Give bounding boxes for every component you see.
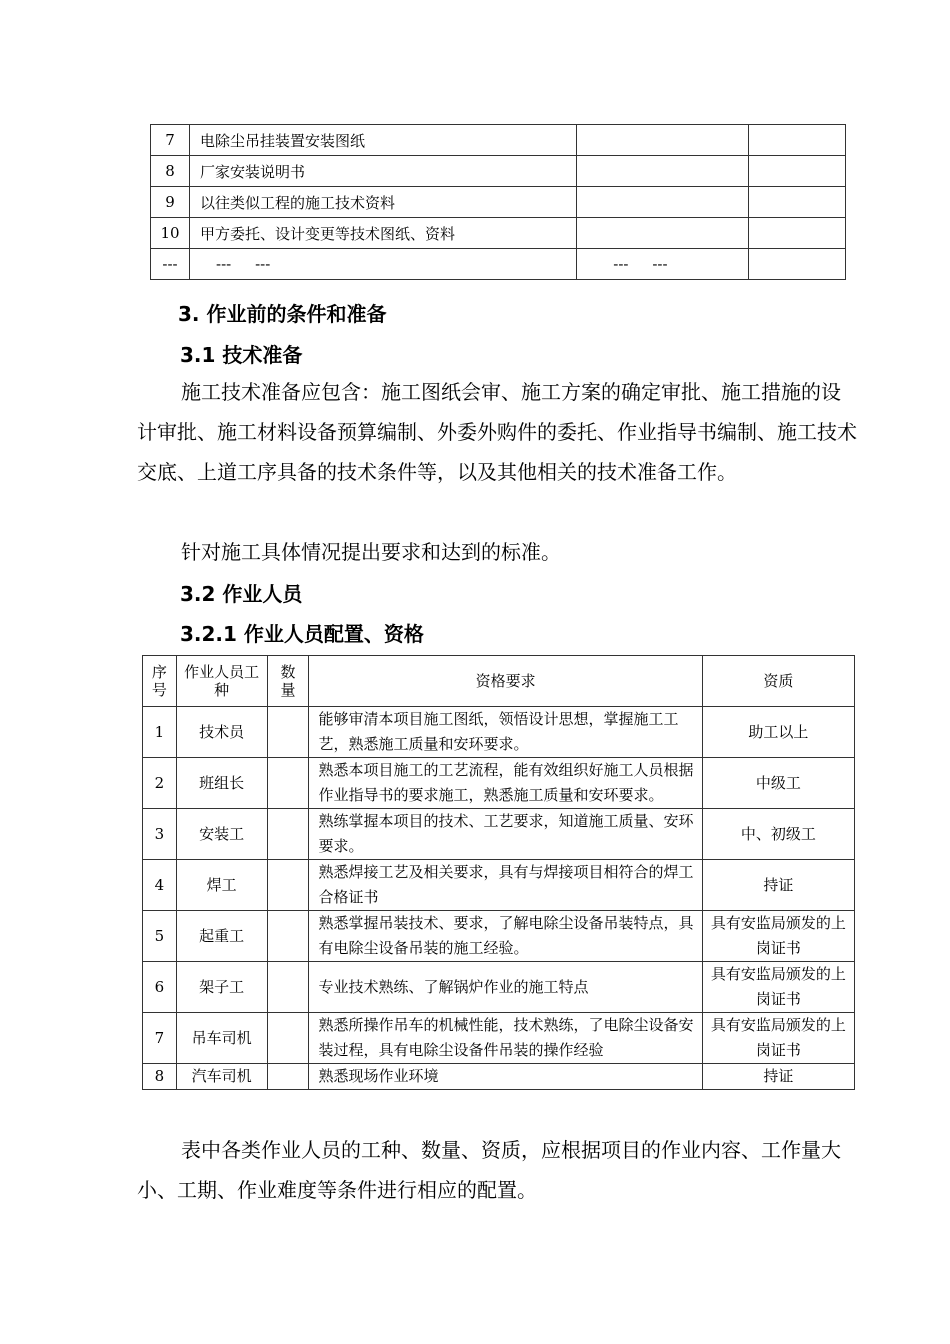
empty-cell — [748, 156, 845, 187]
quantity-cell — [267, 962, 309, 1013]
requirement-cell: 能够审清本项目施工图纸，领悟设计思想，掌握施工工艺，熟悉施工质量和安环要求。 — [309, 707, 702, 758]
table-row — [151, 218, 846, 249]
tech-prep-text: 施工技术准备应包含：施工图纸会审、施工方案的确定审批、施工措施的设计审批、施工材料设备预算编制、外委外购件的委托、作业指导书编制、施工技术交底、上道工序具备的技术条件等，以及其他相关的技术准备工作。 — [137, 380, 857, 484]
header-quantity: 数量 — [267, 656, 309, 707]
empty-cell — [577, 187, 749, 218]
document-name: --- --- — [190, 249, 577, 280]
header-requirement: 资格要求 — [309, 656, 702, 707]
requirement-cell: 熟悉掌握吊装技术、要求，了解电除尘设备吊装特点，具有电除尘设备吊装的施工经验。 — [309, 911, 702, 962]
closing-text: 表中各类作业人员的工种、数量、资质，应根据项目的作业内容、工作量大小、工期、作业难度等条件进行相应的配置。 — [137, 1138, 841, 1202]
qualification-cell: 具有安监局颁发的上岗证书 — [702, 911, 854, 962]
standards-paragraph — [137, 532, 859, 572]
row-number: 8 — [143, 1064, 177, 1090]
row-number: 4 — [143, 860, 177, 911]
role-cell: 焊工 — [176, 860, 267, 911]
empty-cell — [577, 218, 749, 249]
row-number: --- — [151, 249, 190, 280]
qualification-cell: 持证 — [702, 1064, 854, 1090]
empty-cell — [577, 125, 749, 156]
qualification-cell: 持证 — [702, 860, 854, 911]
qualification-cell: 具有安监局颁发的上岗证书 — [702, 962, 854, 1013]
header-role: 作业人员工种 — [176, 656, 267, 707]
document-name: 厂家安装说明书 — [190, 156, 577, 187]
row-number: 7 — [143, 1013, 177, 1064]
qualification-cell: 中、初级工 — [702, 809, 854, 860]
row-number: 3 — [143, 809, 177, 860]
role-cell: 架子工 — [176, 962, 267, 1013]
role-cell: 汽车司机 — [176, 1064, 267, 1090]
table-row — [143, 809, 855, 860]
requirement-cell: 熟悉所操作吊车的机械性能，技术熟练，了电除尘设备安装过程，具有电除尘设备件吊装的操作经验 — [309, 1013, 702, 1064]
tech-prep-paragraph — [137, 372, 859, 492]
role-cell: 起重工 — [176, 911, 267, 962]
qualification-cell: 中级工 — [702, 758, 854, 809]
role-cell: 吊车司机 — [176, 1013, 267, 1064]
empty-cell — [748, 249, 845, 280]
role-cell: 安装工 — [176, 809, 267, 860]
quantity-cell — [267, 911, 309, 962]
standards-text: 针对施工具体情况提出要求和达到的标准。 — [181, 540, 561, 564]
role-cell: 技术员 — [176, 707, 267, 758]
header-qualification: 资质 — [702, 656, 854, 707]
row-number: 7 — [151, 125, 190, 156]
section-3-2-heading: 3.2 作业人员 — [180, 582, 303, 606]
table-row — [143, 1064, 855, 1090]
row-number: 1 — [143, 707, 177, 758]
table-row — [143, 962, 855, 1013]
section-3-heading: 3. 作业前的条件和准备 — [178, 302, 387, 326]
table-row — [151, 187, 846, 218]
quantity-cell — [267, 1064, 309, 1090]
empty-cell — [748, 187, 845, 218]
table-row — [151, 156, 846, 187]
reference-documents-table — [150, 124, 846, 280]
row-number: 5 — [143, 911, 177, 962]
document-name: 以往类似工程的施工技术资料 — [190, 187, 577, 218]
row-number: 9 — [151, 187, 190, 218]
row-number: 8 — [151, 156, 190, 187]
row-number: 2 — [143, 758, 177, 809]
qualification-cell: 具有安监局颁发的上岗证书 — [702, 1013, 854, 1064]
requirement-cell: 熟悉现场作业环境 — [309, 1064, 702, 1090]
row-number: 10 — [151, 218, 190, 249]
role-cell: 班组长 — [176, 758, 267, 809]
quantity-cell — [267, 758, 309, 809]
empty-cell — [577, 156, 749, 187]
row-number: 6 — [143, 962, 177, 1013]
empty-cell — [748, 218, 845, 249]
qualification-cell: 助工以上 — [702, 707, 854, 758]
table-row — [143, 911, 855, 962]
staff-qualification-table — [142, 655, 855, 1090]
quantity-cell — [267, 809, 309, 860]
quantity-cell — [267, 860, 309, 911]
empty-cell — [748, 125, 845, 156]
document-name: 电除尘吊挂装置安装图纸 — [190, 125, 577, 156]
table-row — [143, 707, 855, 758]
header-number: 序号 — [143, 656, 177, 707]
table-header-row — [143, 656, 855, 707]
section-3-2-1-heading: 3.2.1 作业人员配置、资格 — [180, 622, 424, 646]
table-row — [151, 125, 846, 156]
placeholder-cell: --- --- — [577, 249, 749, 280]
quantity-cell — [267, 1013, 309, 1064]
requirement-cell: 熟悉本项目施工的工艺流程，能有效组织好施工人员根据作业指导书的要求施工，熟悉施工质量和安环要求。 — [309, 758, 702, 809]
table-row — [151, 249, 846, 280]
requirement-cell: 熟悉焊接工艺及相关要求，具有与焊接项目相符合的焊工合格证书 — [309, 860, 702, 911]
quantity-cell — [267, 707, 309, 758]
table-row — [143, 860, 855, 911]
document-name: 甲方委托、设计变更等技术图纸、资料 — [190, 218, 577, 249]
section-3-1-heading: 3.1 技术准备 — [180, 343, 303, 367]
closing-paragraph — [137, 1130, 859, 1210]
table-row — [143, 1013, 855, 1064]
table-row — [143, 758, 855, 809]
requirement-cell: 专业技术熟练、了解锅炉作业的施工特点 — [309, 962, 702, 1013]
requirement-cell: 熟练掌握本项目的技术、工艺要求，知道施工质量、安环要求。 — [309, 809, 702, 860]
